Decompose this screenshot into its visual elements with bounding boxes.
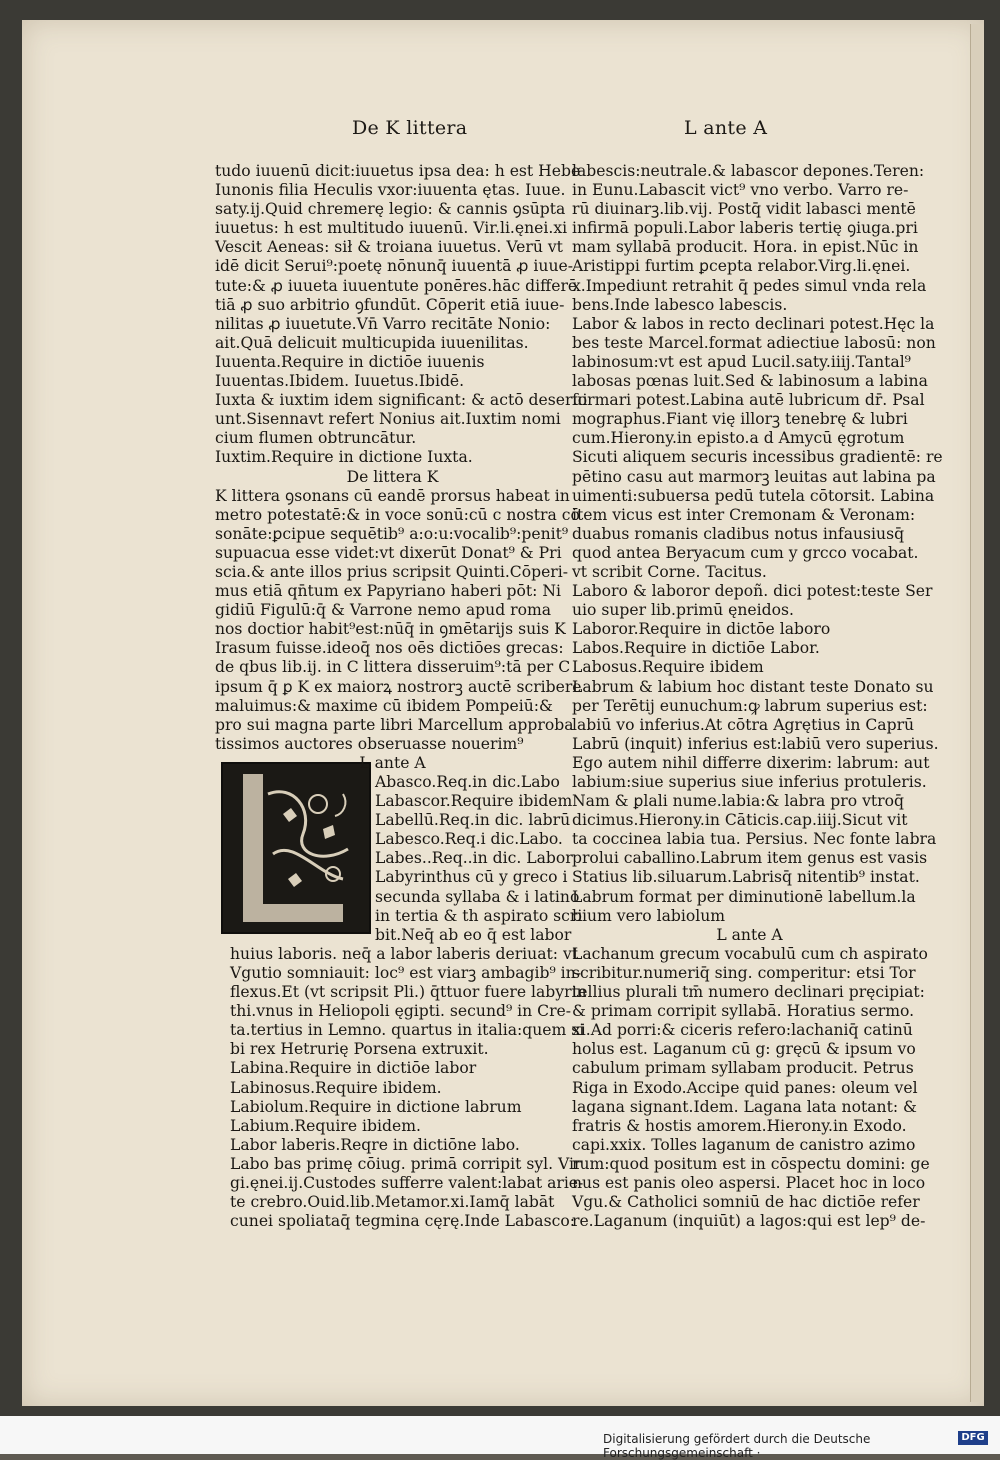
text-line: Labinosus.Require ibidem. [230, 1078, 442, 1097]
text-line: bes teste Marcel.format adiectiue labosū: non [572, 333, 936, 352]
text-line: Labor & labos in recto declinari potest.Hęc la [572, 314, 935, 333]
text-line: iuuetus: h est multitudo iuuenū. Vir.li.ęnei.xi [215, 219, 568, 238]
text-line: labinosum:vt est apud Lucil.saty.iiij.Tantal⁹ [572, 352, 911, 371]
text-line: cabulum primam syllabam producit. Petrus [572, 1059, 914, 1078]
text-line: quod antea Beryacum cum y grcco vocabat. [572, 543, 919, 562]
text-line: Labellū.Req.in dic. labrū [375, 811, 571, 830]
text-line: Labiolum.Require in dictione labrum [230, 1097, 522, 1116]
text-line: tute:& ꝓ iuueta iuuentute ponēres.hāc differē [215, 276, 578, 295]
text-line: re.Laganum (inquiūt) a lagos:qui est lep⁹ de- [572, 1212, 926, 1231]
text-line: nus est panis oleo aspersi. Placet hoc in loco [572, 1173, 926, 1192]
text-line: duabus romanis cladibus notus infausiusq̄ [572, 524, 905, 543]
text-line: huius laboris. neq̄ a labor laberis deriuat: vt [230, 944, 579, 963]
text-line: Labos.Require in dictiōe Labor. [572, 639, 820, 658]
text-line: Irasum fuisse.ideoq̄ nos oēs dictiōes grecas: [215, 639, 564, 658]
text-line: idē dicit Serui⁹:poetę nōnunq̄ iuuentā ꝓ iuue- [215, 257, 573, 276]
text-line: Labrum & labium hoc distant teste Donato su [572, 677, 934, 696]
right-text-column [572, 162, 943, 1231]
text-line: Labium.Require ibidem. [230, 1116, 421, 1135]
text-line: formari potest.Labina autē lubricum dr̄. Psal [572, 391, 925, 410]
text-line: fratris & hostis amorem.Hierony.in Exodo. [572, 1116, 907, 1135]
text-line: lagana signant.Idem. Lagana lata notant: & [572, 1097, 917, 1116]
text-line: ta coccinea labia tua. Persius. Nec fonte labra [572, 830, 937, 849]
text-line: labescis:neutrale.& labascor depones.Teren: [572, 162, 925, 180]
text-line: Vgu.& Catholici somniū de hac dictiōe refer [572, 1193, 920, 1212]
text-line: Laboror.Require in dictōe laboro [572, 620, 831, 639]
page-edge [970, 24, 983, 1402]
text-line: x.Impediunt retrahit q̄ pedes simul vnda rela [572, 276, 927, 295]
running-head-left: De K littera [352, 117, 468, 139]
text-line: gidiū Figulū:q̄ & Varrone nemo apud roma [215, 601, 552, 620]
text-line: pro sui magna parte libri Marcellum approba [215, 715, 574, 734]
text-line: Labosus.Require ibidem [572, 658, 764, 677]
text-line: item vicus est inter Cremonam & Veronam: [572, 505, 916, 524]
text-line: tudo iuuenū dicit:iuuetus ipsa dea: h est Hebe [215, 162, 581, 180]
text-line: gi.ęnei.ij.Custodes sufferre valent:labat arie- [230, 1173, 584, 1192]
dfg-logo: DFG [958, 1431, 988, 1445]
text-line: rum:quod positum est in cōspectu domini: ge [572, 1154, 930, 1173]
text-line: infirmā populi.Labor laberis tertię ꝯiuga.pri [572, 219, 918, 238]
text-line: Nam & ꝑlali nume.labia:& labra pro vtroq̄ [572, 792, 904, 811]
text-line: Abasco.Req.in dic.Labo [375, 773, 560, 791]
text-line: Iunonis filia Heculis vxor:iuuenta ętas. Iuue. [215, 181, 566, 200]
text-line: Riga in Exodo.Accipe quid panes: oleum vel [572, 1078, 918, 1097]
text-line: pētino casu aut marmorꝫ leuitas aut labina pa [572, 467, 936, 486]
funding-note: Digitalisierung gefördert durch die Deutsche Forschungsgemeinschaft · [603, 1432, 871, 1460]
text-line: labosas pœnas luit.Sed & labinosum a labina [572, 372, 928, 391]
text-line: cum.Hierony.in episto.a d Amycū ęgrotum [572, 429, 905, 448]
text-line: Lachanum grecum vocabulū cum ch aspirato [572, 944, 928, 963]
text-line: Labyrinthus cū y greco i [375, 868, 568, 887]
text-line: & primam corripit syllabā. Horatius sermo. [572, 1002, 915, 1021]
text-line: Iuuenta.Require in dictiōe iuuenis [215, 352, 485, 371]
text-line: saty.ij.Quid chremerę legio: & cannis ꝯsūpta [215, 200, 566, 219]
text-line: bium vero labiolum [572, 906, 726, 925]
text-line: capi.xxix. Tolles laganum de canistro azimo [572, 1135, 916, 1154]
text-line: nilitas ꝓ iuuetute.Vn̄ Varro recitāte Nonio: [215, 314, 551, 333]
text-line: in tertia & th aspirato scri [375, 906, 583, 925]
running-head-right: L ante A [684, 117, 768, 139]
text-line: secunda syllaba & i latino [375, 887, 580, 906]
text-line: ait.Quā delicuit multicupida iuuenilitas. [215, 333, 529, 352]
text-line: thi.vnus in Heliopoli ęgipti. secund⁹ in Cre- [230, 1002, 572, 1021]
text-line: Labina.Require in dictiōe labor [230, 1059, 477, 1078]
text-line: dicimus.Hierony.in Cāticis.cap.iiij.Sicut vit [572, 811, 908, 830]
text-line: Vgutio somniauit: loc⁹ est viarꝫ ambagib⁹ in- [230, 963, 581, 982]
text-line: Aristippi furtim ꝑcepta relabor.Virg.li.ęnei. [572, 257, 911, 276]
text-line: mam syllabā producit. Hora. in epist.Nūc in [572, 238, 919, 257]
text-line: Labrū (inquit) inferius est:labiū vero superius. [572, 734, 939, 753]
text-line: Labes..Req..in dic. Labor [375, 849, 573, 868]
text-line: in Eunu.Labascit vict⁹ vno verbo. Varro re- [572, 181, 909, 200]
text-line: uio super lib.primū ęneidos. [572, 601, 794, 620]
section-heading: L ante A [716, 925, 783, 944]
text-line: tissimos auctores obseruasse nouerim⁹ [215, 734, 524, 753]
text-line: mus etiā qn̄tum ex Papyriano haberi pōt: Ni [215, 582, 562, 601]
text-line: te crebro.Ouid.lib.Metamor.xi.Iamq̄ labāt [230, 1193, 555, 1212]
text-line: Vescit Aeneas: sił & troiana iuuetus. Verū vt [215, 238, 563, 257]
text-line: Labascor.Require ibidem [375, 792, 573, 811]
text-line: Labesco.Req.i dic.Labo. [375, 830, 563, 849]
text-line: sonāte:ꝑcipue sequētib⁹ a:o:u:vocalib⁹:penit⁹ [215, 524, 569, 543]
section-heading: De littera K [346, 467, 439, 486]
left-text-column [215, 162, 588, 1231]
text-line: Iuxta & iuxtim idem significant: & actō deserui [215, 391, 588, 410]
text-line: supuacua esse videt:vt dixerūt Donat⁹ & Pri [215, 543, 562, 562]
text-line: flexus.Et (vt scripsit Pli.) q̄ttuor fuere labyrin [230, 983, 587, 1002]
text-line: labium:siue superius siue inferius protuleris. [572, 773, 927, 791]
text-line: vt scribit Corne. Tacitus. [572, 562, 767, 581]
text-line: bi rex Hetrurię Porsena extruxit. [230, 1040, 489, 1059]
text-line: Iuxtim.Require in dictione Iuxta. [215, 448, 473, 467]
text-line: scribitur.numeriq̄ sing. comperitur: etsi Tor [572, 963, 916, 982]
text-line: per Terētij eunuchum:ꝙ labrum superius est: [572, 696, 928, 715]
text-line: prolui caballino.Labrum item genus est vasis [572, 849, 928, 868]
text-line: bens.Inde labesco labescis. [572, 295, 788, 314]
text-line: K littera ꝯsonans cū eandē prorsus habeat in [215, 486, 570, 505]
section-heading: L ante A [359, 753, 426, 772]
text-line: mographus.Fiant vię illorꝫ tenebrę & lubri [572, 410, 908, 429]
text-line: cunei spoliataq̄ tegmina cęrę.Inde Labasco: [230, 1212, 575, 1231]
text-line: ta.tertius in Lemno. quartus in italia:quem si [230, 1021, 585, 1040]
text-line: rū diuinarꝫ.lib.vij. Postq̄ vidit labasci mentē [572, 200, 916, 219]
text-line: labiū vo inferius.At cōtra Agrętius in Caprū [572, 715, 915, 734]
text-line: metro potestatē:& in voce sonū:cū c nostra cō [215, 505, 580, 524]
text-line: scia.& ante illos prius scripsit Quinti.Cōperi- [215, 562, 569, 581]
text-line: unt.Sisennavt refert Nonius ait.Iuxtim nomi [215, 410, 561, 429]
text-line: uimenti:subuersa pedū tutela cōtorsit. Labina [572, 486, 935, 505]
text-line: de qbus lib.ij. in C littera disseruim⁹:tā per C [215, 658, 571, 677]
text-line: Labrum format per diminutionē labellum.la [572, 887, 916, 906]
text-line: Labo bas primę cōiug. primā corripit syl. Vir [230, 1154, 582, 1173]
text-line: ipsum q̄ ꝑ K ex maiorꝝ nostrorꝫ auctē scribere [215, 677, 582, 696]
text-line: Statius lib.siluarum.Labrisq̄ nitentib⁹ instat. [572, 868, 920, 887]
text-line: Sicuti aliquem securis incessibus gradientē: re [572, 448, 943, 467]
text-line: Iuuentas.Ibidem. Iuuetus.Ibidē. [215, 372, 465, 391]
text-line: tellius plurali tm̄ numero declinari pręcipiat: [572, 983, 925, 1002]
text-line: cium flumen obtruncātur. [215, 429, 417, 448]
text-line: Ego autem nihil differre dixerim: labrum: aut [572, 753, 930, 772]
text-line: Laboro & laboror depoñ. dici potest:teste Ser [572, 582, 933, 601]
text-line: tiā ꝓ suo arbitrio ꝯfundūt. Cōperit etiā iuue- [215, 295, 565, 314]
text-line: holus est. Laganum cū g: gręcū & ipsum vo [572, 1040, 916, 1059]
text-line: bit.Neq̄ ab eo q̄ est labor [375, 925, 572, 944]
text-line: maluimus:& maxime cū ibidem Pompeiū:& [215, 696, 553, 715]
text-line: xi.Ad porri:& ciceris refero:lachaniq̄ catinū [572, 1021, 913, 1040]
text-line: Labor laberis.Reqre in dictiōne labo. [230, 1135, 520, 1154]
text-line: nos doctior habit⁹est:nūq̄ in ꝯmētarijs suis K [215, 620, 566, 639]
